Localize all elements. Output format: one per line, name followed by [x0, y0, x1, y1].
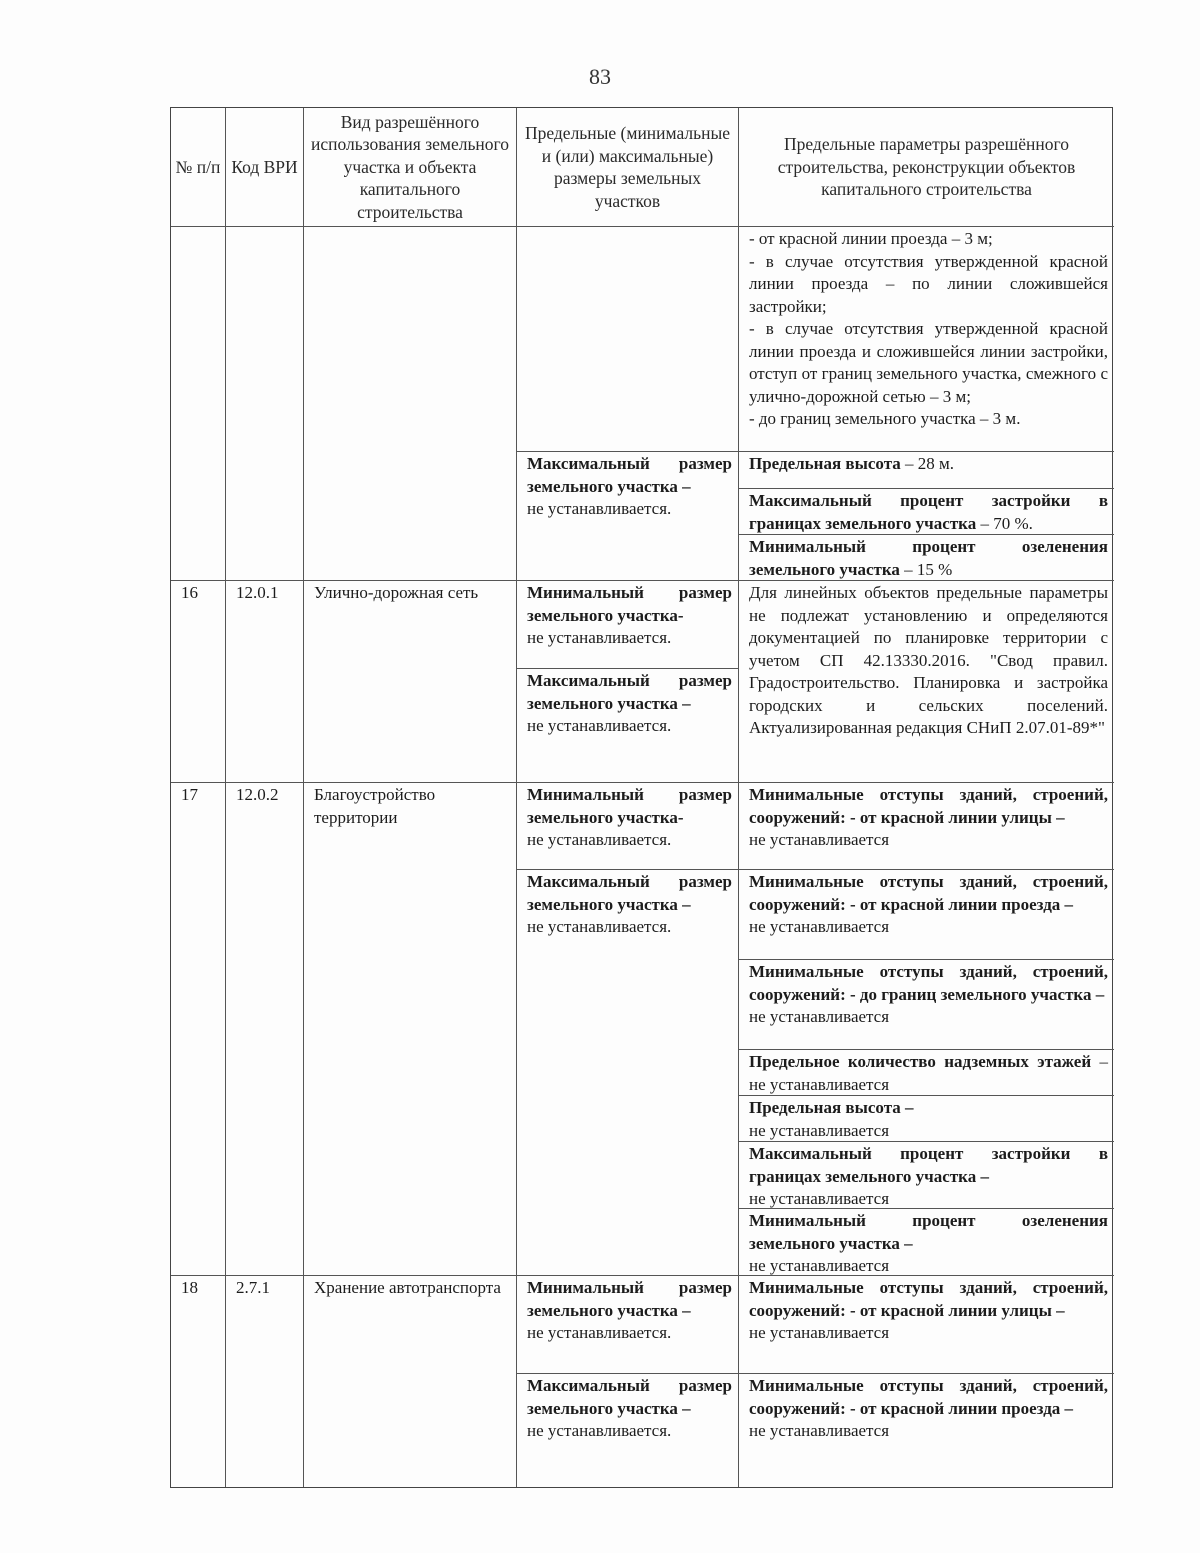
- cont-number-cell: [171, 227, 226, 581]
- cont-coverage-cell: [739, 489, 1114, 535]
- row-18-param-driveway: [739, 1374, 1114, 1487]
- min-size-label: Минимальный размер земельного участка-: [527, 583, 732, 625]
- setback-line: - в случае отсутствия утвержденной красной линии проезда и сложившейся линии застройки, отступ от границ земельного участка, смежного с улично-дорожной сетью – 3 м;: [749, 319, 1108, 406]
- cont-code-cell: [226, 227, 304, 581]
- row-17-max-size: [517, 870, 739, 1276]
- row-17-param-street: [739, 783, 1114, 870]
- param-label: Предельная высота –: [749, 1098, 914, 1117]
- row-17-use-type: Благоустройство территории: [304, 783, 517, 1276]
- max-size-label: Максимальный размер земельного участка –: [527, 872, 732, 914]
- max-size-value: не устанавливается.: [527, 917, 672, 936]
- row-18-max-size: [517, 1374, 739, 1487]
- row-18-code: 2.7.1: [226, 1276, 304, 1487]
- max-size-value: не устанавливается.: [527, 1421, 672, 1440]
- green-value: – 15 %: [899, 559, 953, 579]
- row-18-min-size: [517, 1276, 739, 1374]
- height-label: Предельная высота: [749, 454, 901, 473]
- param-value: не устанавливается: [749, 1256, 890, 1275]
- row-17-param-green: [739, 1209, 1114, 1276]
- param-value: не устанавливается: [749, 1120, 890, 1140]
- param-label: Минимальные отступы зданий, строений, сооружений: - от красной линии улицы –: [749, 1278, 1108, 1320]
- row-16-code: 12.0.1: [226, 581, 304, 783]
- param-value: – не устанавливается: [749, 1052, 1109, 1094]
- cont-setbacks-cell: [739, 227, 1114, 452]
- setback-line: - до границ земельного участка – 3 м.: [749, 409, 1021, 428]
- row-17-param-boundary: [739, 960, 1114, 1050]
- param-value: не устанавливается: [749, 1007, 890, 1026]
- param-label: Минимальный процент озеленения земельного участка –: [749, 1211, 1108, 1253]
- row-18-use-type: Хранение автотранспорта: [304, 1276, 517, 1487]
- max-size-label: Максимальный размер земельного участка –: [527, 671, 732, 713]
- min-size-value: не устанавливается.: [527, 1323, 672, 1342]
- min-size-value: не устанавливается.: [527, 830, 672, 849]
- cont-type-cell: [304, 227, 517, 581]
- row-17-param-height: [739, 1096, 1114, 1142]
- row-17-param-floors: [739, 1050, 1114, 1096]
- param-value: не устанавливается: [749, 1323, 890, 1342]
- page-number: 83: [589, 64, 611, 89]
- min-size-label: Минимальный размер земельного участка –: [527, 1278, 732, 1320]
- max-size-value: не устанавливается.: [527, 499, 672, 518]
- min-size-label: Минимальный размер земельного участка-: [527, 785, 732, 827]
- param-value: не устанавливается: [749, 830, 890, 849]
- row-16-min-size: [517, 581, 739, 669]
- header-parameters: Предельные параметры разрешённого строительства, реконструкции объектов капитального строительства: [739, 108, 1114, 227]
- param-value: не устанавливается: [749, 1421, 890, 1440]
- max-size-label: Максимальный размер земельного участка –: [527, 1376, 732, 1418]
- coverage-value: – 70 %.: [976, 513, 1033, 533]
- cont-size-empty-cell: [517, 227, 739, 452]
- param-value: не устанавливается: [749, 1189, 890, 1208]
- row-16-use-type: Улично-дорожная сеть: [304, 581, 517, 783]
- min-size-value: не устанавливается.: [527, 628, 672, 647]
- param-label: Минимальные отступы зданий, строений, сооружений: - до границ земельного участка –: [749, 962, 1108, 1004]
- row-17-number: 17: [171, 783, 226, 1276]
- setback-line: - в случае отсутствия утвержденной красной линии проезда – по линии сложившейся застройки;: [749, 251, 1108, 316]
- row-16-number: 16: [171, 581, 226, 783]
- row-17-param-driveway: [739, 870, 1114, 960]
- max-size-value: не устанавливается.: [527, 716, 672, 735]
- param-value: не устанавливается: [749, 917, 890, 936]
- row-17-code: 12.0.2: [226, 783, 304, 1276]
- height-value: – 28 м.: [900, 454, 955, 473]
- header-plot-size: Предельные (минимальные и (или) максимальные) размеры земельных участков: [517, 108, 739, 227]
- header-number: № п/п: [171, 108, 226, 227]
- cont-max-size-cell: [517, 452, 739, 581]
- row-16-max-size: [517, 669, 739, 783]
- param-label: Минимальные отступы зданий, строений, сооружений: - от красной линии проезда –: [749, 872, 1108, 914]
- row-18-number: 18: [171, 1276, 226, 1487]
- coverage-label: Максимальный процент застройки в границах земельного участка: [749, 491, 1108, 533]
- header-code: Код ВРИ: [226, 108, 304, 227]
- cont-height-cell: [739, 452, 1114, 489]
- param-label: Минимальные отступы зданий, строений, сооружений: - от красной линии проезда –: [749, 1376, 1108, 1418]
- header-use-type: Вид разрешённого использования земельного участка и объекта капитального строительства: [304, 108, 517, 227]
- row-18-param-street: [739, 1276, 1114, 1374]
- setback-line: - от красной линии проезда – 3 м;: [749, 229, 993, 248]
- cont-green-cell: [739, 535, 1114, 581]
- param-label: Минимальные отступы зданий, строений, сооружений: - от красной линии улицы –: [749, 785, 1108, 827]
- param-label: Максимальный процент застройки в границах земельного участка –: [749, 1144, 1108, 1186]
- max-size-label: Максимальный размер земельного участка –: [527, 454, 732, 496]
- regulations-table: [170, 107, 1113, 1488]
- param-label: Предельное количество надземных этажей: [749, 1052, 1092, 1071]
- green-label: Минимальный процент озеленения земельного участка: [749, 537, 1108, 579]
- row-17-min-size: [517, 783, 739, 870]
- row-16-parameters: Для линейных объектов предельные параметры не подлежат установлению и определяются документацией по планировке территории с учетом СП 42.13330.2016. "Свод правил. Градостроительство. Планировка и застройка городских и сельских поселений. Актуализированная редакция СНиП 2.07.01-89*": [739, 581, 1114, 783]
- row-17-param-coverage: [739, 1142, 1114, 1209]
